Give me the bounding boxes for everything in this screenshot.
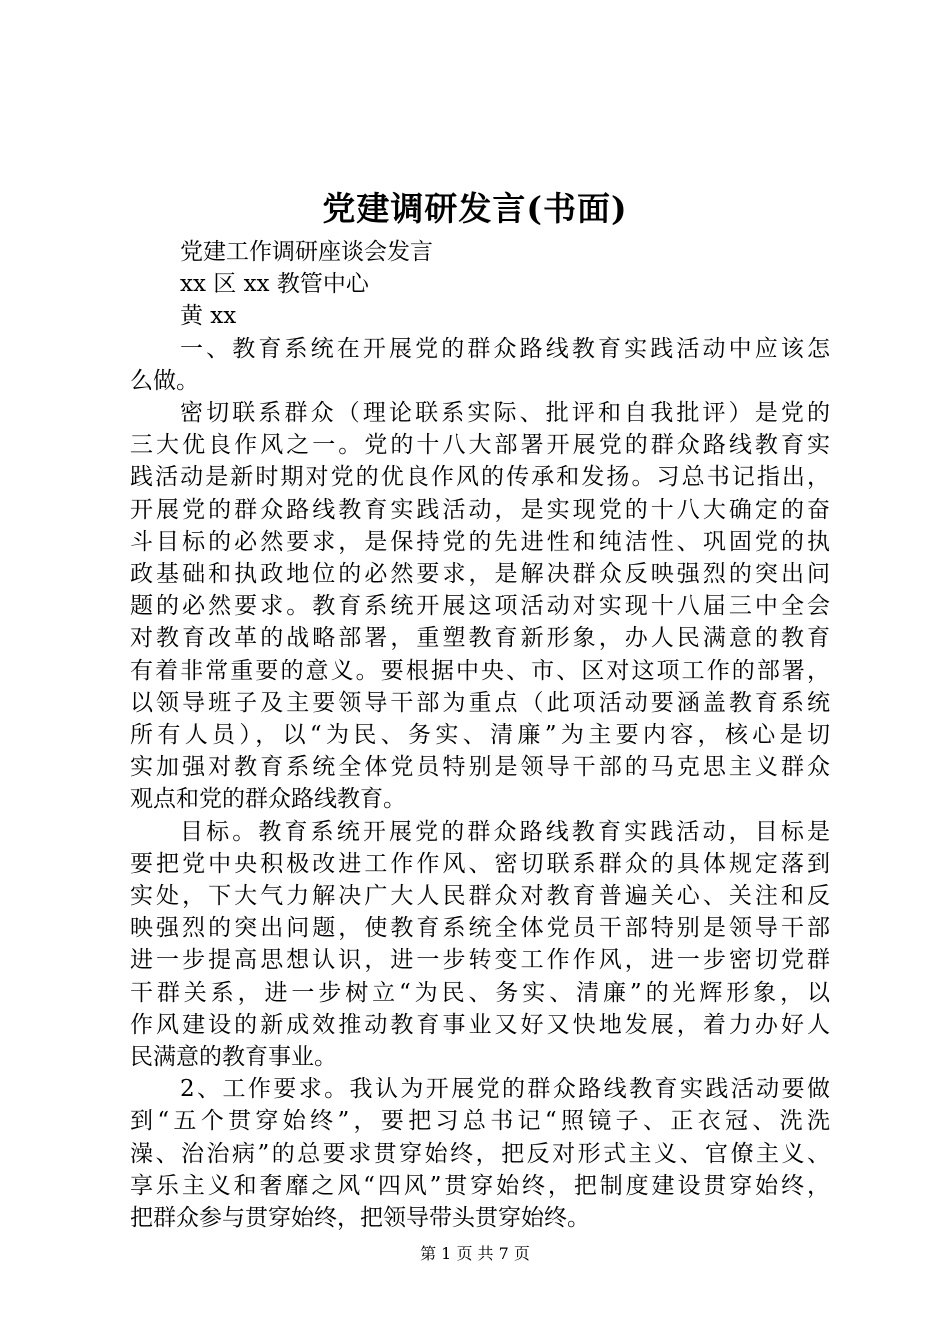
body-line: 干群关系，进一步树立“为民、务实、清廉”的光辉形象，以	[130, 979, 830, 1006]
body-line: 一、教育系统在开展党的群众路线教育实践活动中应该怎	[180, 335, 830, 362]
body-line: 开展党的群众路线教育实践活动，是实现党的十八大确定的奋	[130, 496, 830, 523]
body-line: 作风建设的新成效推动教育事业又好又快地发展，着力办好人	[130, 1011, 830, 1038]
body-line: 三大优良作风之一。党的十八大部署开展党的群众路线教育实	[130, 432, 830, 459]
body-line: 民满意的教育事业。	[130, 1044, 337, 1071]
body-line: 映强烈的突出问题，使教育系统全体党员干部特别是领导干部	[130, 915, 830, 942]
body-line: 到“五个贯穿始终”，要把习总书记“照镜子、正衣冠、洗洗	[130, 1108, 830, 1135]
body-line: 以领导班子及主要领导干部为重点（此项活动要涵盖教育系统	[130, 689, 830, 716]
body-line: 政基础和执政地位的必然要求，是解决群众反映强烈的突出问	[130, 561, 830, 588]
body-line: 要把党中央积极改进工作作风、密切联系群众的具体规定落到	[130, 850, 830, 877]
body-line: 有着非常重要的意义。要根据中央、市、区对这项工作的部署，	[130, 657, 830, 684]
body-line: 么做。	[130, 367, 199, 394]
body-line: 党建工作调研座谈会发言	[180, 239, 433, 265]
body-line: 对教育改革的战略部署，重塑教育新形象，办人民满意的教育	[130, 625, 830, 652]
body-line: 践活动是新时期对党的优良作风的传承和发扬。习总书记指出，	[130, 464, 830, 491]
document-title: 党建调研发言(书面)	[322, 189, 628, 228]
body-line: 进一步提高思想认识，进一步转变工作作风，进一步密切党群	[130, 947, 830, 974]
page-footer: 第 1 页 共 7 页	[420, 1244, 530, 1263]
body-line: 黄 xx	[180, 303, 237, 330]
body-line: 澡、治治病”的总要求贯穿始终，把反对形式主义、官僚主义、	[130, 1140, 830, 1167]
body-line: 观点和党的群众路线教育。	[130, 786, 406, 813]
body-line: 2、工作要求。我认为开展党的群众路线教育实践活动要做	[180, 1076, 830, 1103]
body-line: 密切联系群众（理论联系实际、批评和自我批评）是党的	[180, 400, 830, 427]
body-line: xx 区 xx 教管中心	[180, 271, 369, 298]
body-line: 目标。教育系统开展党的群众路线教育实践活动，目标是	[180, 818, 830, 845]
document-body	[130, 236, 830, 1234]
body-line: 实加强对教育系统全体党员特别是领导干部的马克思主义群众	[130, 754, 830, 781]
body-line: 实处，下大气力解决广大人民群众对教育普遍关心、关注和反	[130, 883, 830, 910]
body-line: 享乐主义和奢靡之风“四风”贯穿始终，把制度建设贯穿始终，	[130, 1172, 830, 1199]
body-line: 把群众参与贯穿始终，把领导带头贯穿始终。	[130, 1205, 590, 1232]
body-line: 题的必然要求。教育系统开展这项活动对实现十八届三中全会	[130, 593, 830, 620]
body-line: 斗目标的必然要求，是保持党的先进性和纯洁性、巩固党的执	[130, 528, 830, 555]
body-line: 所有人员），以“为民、务实、清廉”为主要内容，核心是切	[130, 722, 830, 749]
